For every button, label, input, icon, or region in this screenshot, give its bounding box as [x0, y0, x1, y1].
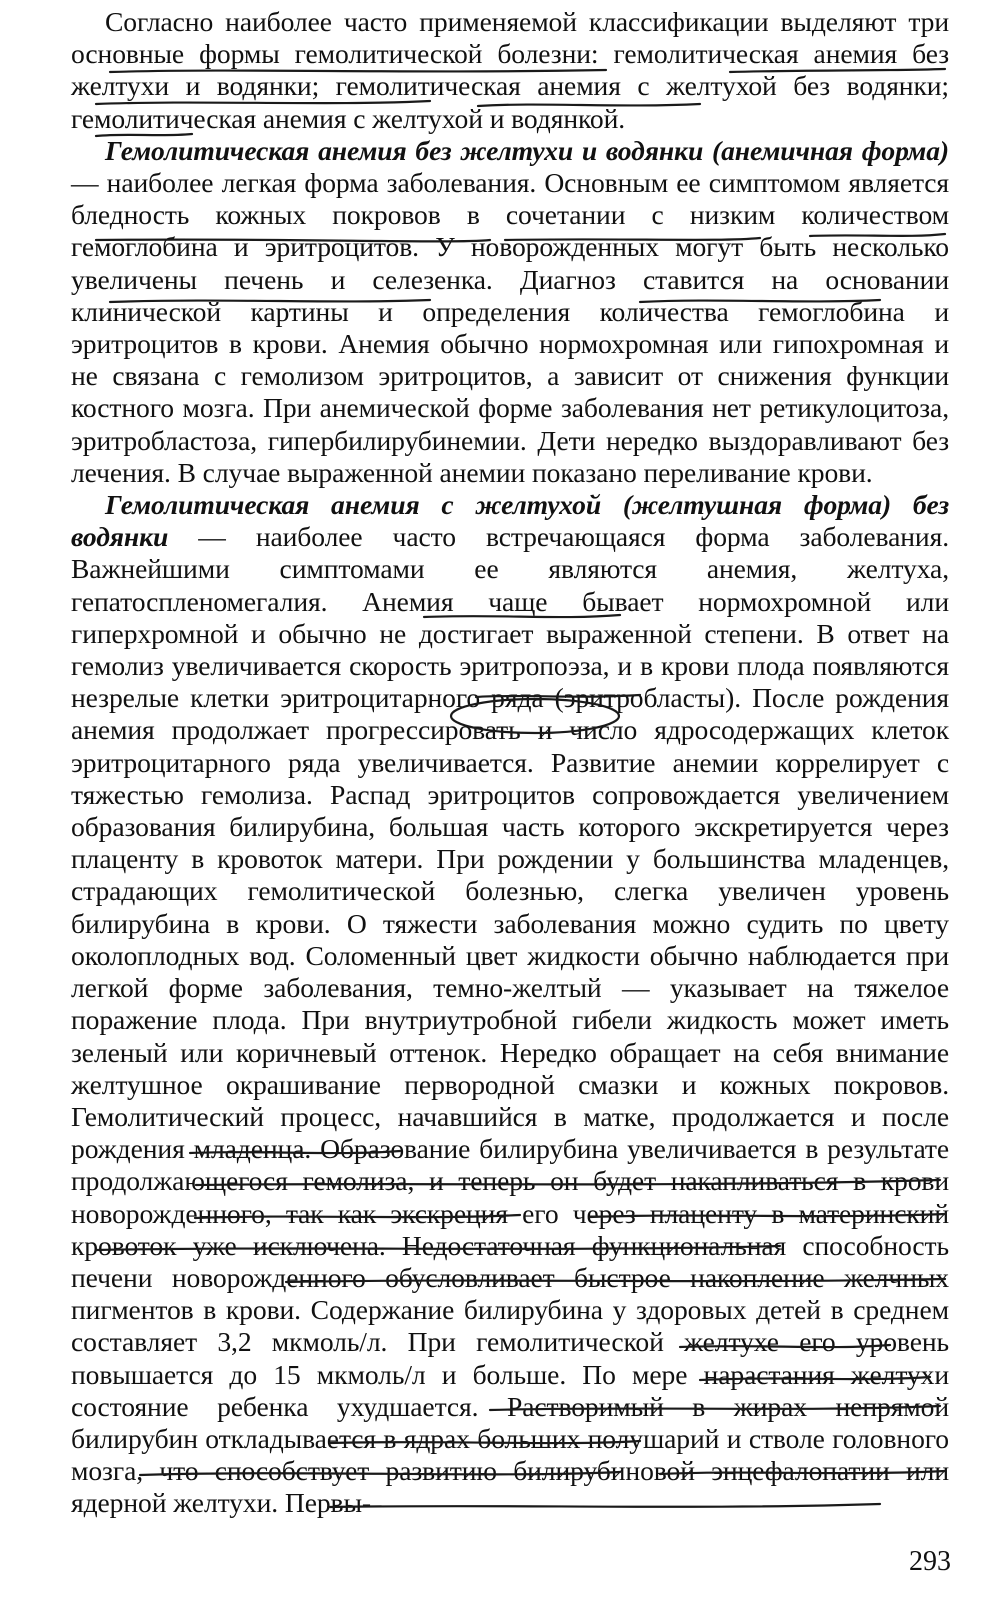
page-number: 293	[909, 1546, 951, 1577]
paragraph-text: — наиболее легкая форма заболевания. Основным ее симптомом является бледность кожных покровов в сочетании с низким количеством гемоглобина и эритроцитов. У новорожденных могут быть несколько увеличены печень и селезенка. Диагноз ставится на основании клинической картины и определения количества гемоглобина и эритроцитов в крови. Анемия обычно нормохромная или гипохромная и не связана с гемолизом эритроцитов, а зависит от снижения функции костного мозга. При анемической форме заболевания нет ретикулоцитоза, эритробластоза, гипербилирубинемии. Дети нередко выздоравливают без лечения. В случае выраженной анемии показано переливание крови.	[71, 167, 949, 488]
paragraph-jaundice-form	[71, 489, 949, 1520]
paragraph-anemic-form	[71, 135, 949, 489]
book-page	[71, 6, 949, 1556]
paragraph-text: Согласно наиболее часто применяемой классификации выделяют три основные формы гемолитической болезни: гемолитическая анемия без желтухи и водянки; гемолитическая анемия с желтухой без водянки; гемолитическая анемия с желтухой и водянкой.	[71, 6, 949, 134]
paragraph-text: — наиболее часто встречающаяся форма заболевания. Важнейшими симптомами ее являются анемия, желтуха, гепатоспленомегалия. Анемия чаще бывает нормохромной или гиперхромной и обычно не достигает выраженной степени. В ответ на гемолиз увеличивается скорость эритропоэза, и в крови плода появляются незрелые клетки эритроцитарного ряда (эритробласты). После рождения анемия продолжает прогрессировать и число ядросодержащих клеток эритроцитарного ряда увеличивается. Развитие анемии коррелирует с тяжестью гемолиза. Распад эритроцитов сопровождается увеличением образования билирубина, большая часть которого экскретируется через плаценту в кровоток матери. При рождении у большинства младенцев, страдающих гемолитической болезнью, слегка увеличен уровень билирубина в крови. О тяжести заболевания можно судить по цвету околоплодных вод. Соломенный цвет жидкости обычно наблюдается при легкой форме заболевания, темно-желтый — указывает на тяжелое поражение плода. При внутриутробной гибели жидкость может иметь зеленый или коричневый оттенок. Нередко обращает на себя внимание желтушное окрашивание первородной смазки и кожных покровов. Гемолитический процесс, начавшийся в матке, продолжается и после рождения младенца. Образование билирубина увеличивается в результате продолжающегося гемолиза, и теперь он будет накапливаться в крови новорожденного, так как экскреция его через плаценту в материнский кровоток уже исключена. Недостаточная функциональная способность печени новорожденного обусловливает быстрое накопление желчных пигментов в крови. Содержание билирубина у здоровых детей в среднем составляет 3,2 мкмоль/л. При гемолитической желтухе его уровень повышается до 15 мкмоль/л и больше. По мере нарастания желтухи состояние ребенка ухудшается. Растворимый в жирах непрямой билирубин откладывается в ядрах больших полушарий и стволе головного мозга, что способствует развитию билирубиновой энцефалопатии или ядерной желтухи. Первы-	[71, 521, 949, 1519]
section-heading-jaundice-form: Гемолитическая анемия с желтухой (желтушная форма) без водянки	[71, 489, 949, 553]
paragraph-classification	[71, 6, 949, 135]
body-text	[71, 6, 949, 1520]
section-heading-anemic-form: Гемолитическая анемия без желтухи и водянки (анемичная форма)	[105, 134, 949, 166]
